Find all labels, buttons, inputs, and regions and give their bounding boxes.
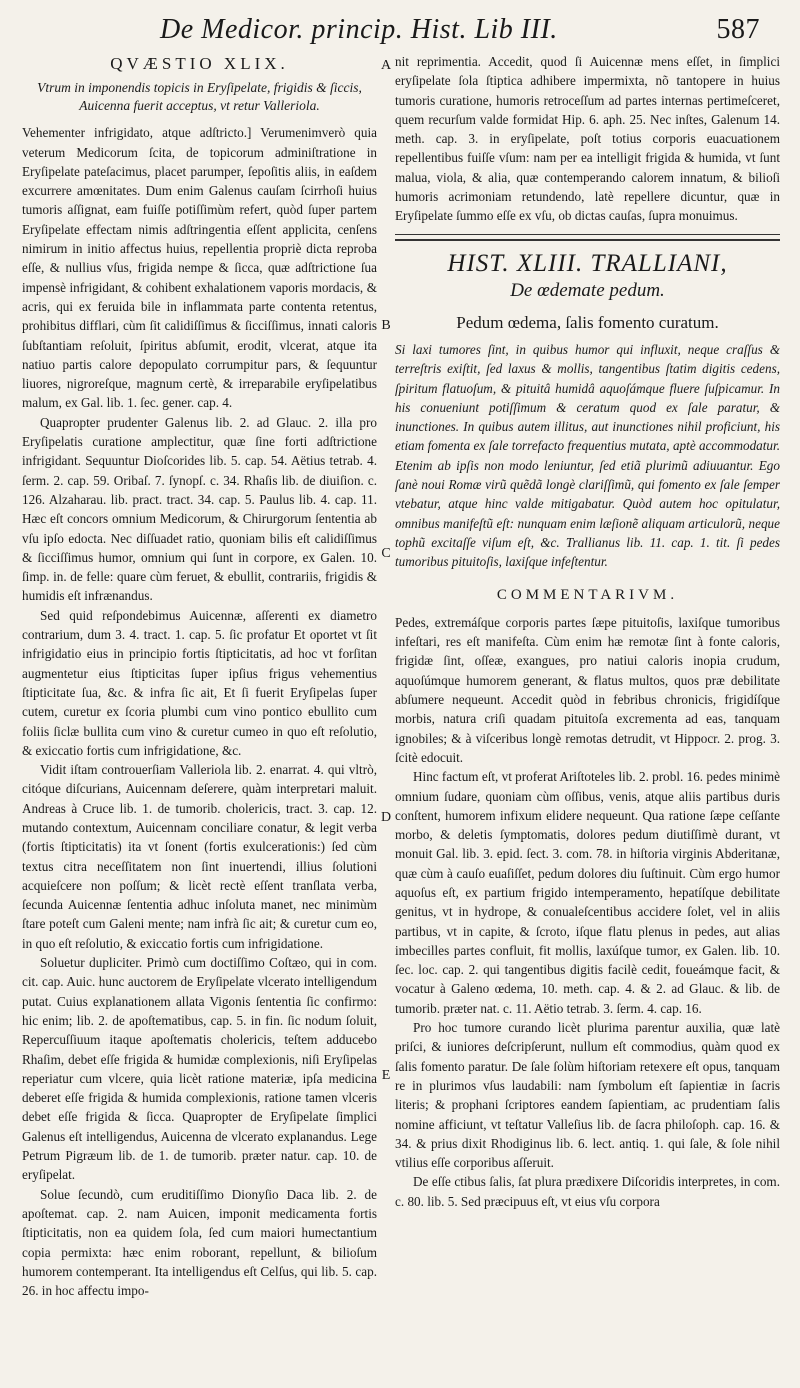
commentary-paragraph: Pedes, extremáſque corporis partes ſæpe pituitoſis, laxiſque tumoribus infeſtari, res eſt manifeſta. Cùm enim hæ remotæ ſint à fonte caloris, frigidæ ſint, oſſeæ, exangues, pro natiui caloris inopia crudum, aquoſúmque humorem generant, & flatus multos, quos præ debilitate abſumere nequeunt. Accedit quòd in febribus chronicis, frigidíſque morbis, natura criſi quadam pituitoſa excrementa ad eas, tanquam ignobiles; & à viſceribus longè remotas detrudit, vt Hippocr. 2. prog. 3. ſcitè edocuit. — [395, 614, 780, 765]
commentary-paragraph: De eſſe ctibus ſalis, ſat plura prædixere Diſcoridis interpretes, in com. c. 80. lib. 5. Sed præcipuus eſt, vt eius vſu corpora — [395, 1174, 780, 1209]
paragraph: Vidit iſtam controuerſiam Valleriola lib. 2. enarrat. 4. qui vltrò, citóque diſcurians, Auicennam deſerere, quàm interpretari maluit. Andreas à Cruce lib. 1. de tumorib. cholericis, tract. 3. cap. 12. mutando contextum, Auicennam conciliare conatur, & legit verba (fortis ſtipticitatis) ita vt ſonent (fortis exulcerationis:) ſed cùm textus citra neceſſitatem non ſint inuertendi, illius ſolutioni acquieſcere non poſſum; & licèt rectè eſſent tranſlata verba, ſecunda Auicennæ ſententia adhuc inſoluta manet, nec minimùm ſtare poteſt cum Galeni mente; nam infrà ſic ait; & curetur cum eo, in quo eſt reſolutio, & exiccatio fortis cum infrigidatione. — [22, 762, 377, 951]
history-heading: Pedum œdema, ſalis fomento curatum. — [456, 312, 719, 332]
right-column — [395, 52, 780, 1378]
divider — [395, 234, 780, 235]
continuation-paragraph: nit reprimentia. Accedit, quod ſi Auicennæ mens eſſet, in ſimplici eryſipelate ſola ſtiptica adhibere impermixta, nõ tantopere in huius tumoris curatione, humoris retroceſſum ad partes internas pertimeſceret, quem recurſum valde formidat Hip. 6. aph. 25. Nec inſtes, Galenum 14. meth. cap. 3. in eryſipelate, poſt totius corporis euacuationem repellentibus fuiſſe vſum: nam per ea intelligit frigida & humida, vt ſunt malua, viola, & alia, quæ contemperando calorem innatum, & bilioſi humoris acrimoniam retundendo, latè repellere dicuntur, quæ in Eryſipelate ſummo eſſe ex vſu, ob dictas cauſas, ſupra monuimus. — [395, 54, 780, 224]
margin-letter-a: A — [380, 58, 392, 73]
divider — [395, 239, 780, 241]
question-title: QVÆSTIO XLIX. — [110, 54, 289, 73]
history-text: Si laxi tumores ſint, in quibus humor qui influxit, neque craſſus & terreſtris exiſtit, ſed laxus & mollis, tangentibus ſtatim digitis cedens, ſpiritum flatuoſum, & pituitâ humidâ aquoſámque fluere ſuſpicamur. In his conueniunt potiſſimum & ceratum quod ex ſale paratur, & inunctiones. In quibus autem illitus, aut inunctiones nihil proficiunt, his etiam fomenta ex ſale torrefacto frequentius mutata, aptè accommodatur. Etenim ab ipſis non modo leniuntur, ſed etiã plurimũ adiuuantur. Ego ſanè noui Romæ virũ quẽdã longè clariſſimũ, qui fomento ex ſale ſemper vtebatur, atque hinc valde mitigabatur. Quòd autem hoc opitulatur, omnibus manifeſtũ eſt: nunquam enim læſionẽ aliquam articulorũ, neque tophũ excitaſſe viſum eſt, &c. Trallianus lib. 11. cap. 1. tit. ſi pedes tumoribus pituitoſis, laxiſque infeſtentur. — [395, 341, 780, 570]
paragraph: Vehementer infrigidato, atque adſtricto.] Verumenimverò quia veterum Medicorum ſcita, de topicorum adminiſtratione in Eryſipelate pateſacimus, placet parumper, ſepoſitis aliis, in eaſdem excurrere amœnitates. Dum enim Galenus cauſam ſcirrhoſi huius tumoris aſſignat, eam fuiſſe potiſſimùm refert, quòd ſuper partem Eryſipelate effectam nimis adſtringentia eſſent applicita, cenſens nimirum in initio affectus huius, repellentia propriè dicta reproba eſſe, & nullius vſus, frigida nempe & ſicca, quæ adſtrictione ſua impensè infrigidant, & cohibent exhalationem vaporis mordacis, & acris, qui ex feruida bile in inflammata parte contenta retentus, prohibitus difflari, cùm ſit calidiſſimus & ſicciſſimus, innati caloris ſubſtantiam reſoluit, ſpiritus abſumit, erodit, vlcerat, atque ita natiuo partis calore depopulato corrumpitur pars, & ſequuntur liuores, nigroreſque, magnum certè, & irreparabile eryſipelatibus malum, ex Gal. lib. 1. ſec. gener. cap. 4. — [22, 125, 377, 411]
paragraph: Sed quid reſpondebimus Auicennæ, aſſerenti ex diametro contrarium, dum 3. 4. tract. 1. cap. 5. ſic profatur Et oportet vt ſit infrigidatio eius in principio fortis ſtipticitatis, ad hoc vt forſitan augmentetur eius ſtipticitas ſuper ipſius frigus vehementius ſtipticitate ſua, &c. & infra ſic ait, Et ſi fuerit Eryſipelas ſuper cutem, curetur ex ſcoria plumbi cum vino pontico ebullito cum foliis ſiclæ bullita cum vino & curetur cumeo in quo eſt reſolutio, & exiccatio fortis cum infrigidatione, &c. — [22, 607, 377, 758]
margin-letter-e: E — [381, 1068, 391, 1083]
commentary-title: COMMENTARIVM. — [496, 586, 679, 603]
margin-letter-b: B — [381, 318, 391, 333]
left-column — [22, 52, 377, 1378]
question-subtitle: Vtrum in imponendis topicis in Eryſipelate, frigidis & ſiccis, Auicenna fuerit acceptus, vt retur Valleriola. — [37, 80, 362, 114]
margin-letter-d: D — [380, 810, 392, 825]
paragraph: Soluetur dupliciter. Primò cum doctiſſimo Coſtæo, qui in com. cit. cap. Auic. hunc auctorem de Eryſipelate vlcerato intelligendum putat. Cuius explanationem allata Vigonis ſententia ſic confirmo: hic enim; lib. 2. de apoſtematibus, cap. 5. in fin. ſic nodum ſoluit, Repercuſſiuum itaque apoſtematis cholericis, teſtem adducebo Rhaſim, debet eſſe frigida & humidæ complexionis, niſi Eryſipelas reperiatur cum vlcere, quia licèt ratione materiæ, ipſa medicina deberet eſſe frigida & humida complexionis, ratione tamen vlceris debet eſſe frigida & ſicca. Quapropter de Eryſipelate ſimplici Galenus eſt intelligendus, Auicenna de vlcerato explanandus. Lege Petrum Pigræum lib. de 1. de tumorib. præter natur. cap. 10. de eryſipelat. — [22, 955, 377, 1183]
history-subtitle: De œdemate pedum. — [510, 279, 665, 301]
commentary-paragraph: Pro hoc tumore curando licèt plurima parentur auxilia, quæ latè priſci, & iuniores deſcripſerunt, nullum eſt commodius, quàm quod ex ſalis fomento paratur. De ſale ſolùm hiſtoriam retexere eſt opus, tanquam re in plurimos vſus laudabili: nam ſymbolum eſt ſapientiæ in ſacris literis; & prophani ſcriptores eandem ſapientiam, ac prudentiam ſalis nomine afficiunt, vt teſtatur Valleſius lib. de ſacra philoſoph. cap. 16. & 34. & prius dixit Rhodiginus lib. 6. lect. antiq. 1. qui ſale, & ſole nihil vtilius eſſe corporibus aſſeruit. — [395, 1020, 780, 1171]
margin-letter-c: C — [381, 546, 391, 561]
history-title: HIST. XLIII. TRALLIANI, — [447, 249, 728, 277]
running-header — [160, 14, 760, 48]
header-title: De Medicor. princip. Hist. Lib III. — [160, 14, 558, 45]
paragraph: Quapropter prudenter Galenus lib. 2. ad Glauc. 2. illa pro Eryſipelatis curatione amplectitur, quæ ſine forti adſtrictione infrigidant. Sequuntur Dioſcorides lib. 5. cap. 54. Aëtius tetrab. 4. ſerm. 2. cap. 59. Oribaſ. 7. ſynopſ. c. 34. Rhaſis lib. de diuiſion. c. 126. Alzaharau. lib. pract. tract. 34. cap. 5. Paulus lib. 4. cap. 11. Hæc eſt concors omnium Medicorum, & Chirurgorum ſententia ab vſu ipſo edocta. Nec diſſuadet ratio, quoniam bilis eſt calidiſſimus & ſicciſſimus humor, omnium qui ſunt in corpore, ex Galen. 10. ſimp. in. de felle: quare cùm feruet, & ebullit, contrariis, frigidis & humidis eſt infrænandus. — [22, 414, 377, 604]
page-number: 587 — [716, 14, 760, 45]
paragraph: Solue ſecundò, cum eruditiſſimo Dionyſio Daca lib. 2. de apoſtemat. cap. 2. nam Auicen, imponit medicamenta fortis ſtipticitatis, non ea quidem ſola, ſed cum maiori humectantium copia permixta: hæc enim roborant, repellunt, & bilioſum humorem contemperant. Ita intelligendus eſt Celſus, qui lib. 5. cap. 26. in hoc affectu impo- — [22, 1186, 377, 1299]
commentary-paragraph: Hinc factum eſt, vt proferat Ariſtoteles lib. 2. probl. 16. pedes minimè omnium ſudare, quoniam cùm oſſibus, venis, atque aliis partibus duris conſtent, humorem infixum elidere nequeunt. Qua ratione ſæpe ceſſante morbo, & deletis ſymptomatis, dolores pedum diutiſſimè durant, vt monuit Gal. lib. 3. epid. ſect. 3. com. 78. in hiſtoria virginis Abderitanæ, quæ cùm à cauſo euaſiſſet, pedum dolores diu ſuſtinuit. Cùm ergo humor aquoſus eſt, ex partium frigido intemperamento, hepatíſque debilitate genitus, vt in hydrope, & conualeſcentibus accidere ſolet, vel in aliis partibus, vt in capite, & ſcroto, iſque flatu plenus in pedes, aut alias imbecilles partes confluit, fit mollis, laxúſque tumor, ex Galen. lib. 10. ſec. loc. cap. 2. qui tangentibus digitis facilè cedit, foueámque facit, & vocatur à Galeno œdema, 10. meth. cap. 4. & 2. ad Glauc. & lib. de tumorib. præter nat. c. 11. Aëtio tetrab. 3. ſerm. 4. cap. 16. — [395, 769, 780, 1016]
